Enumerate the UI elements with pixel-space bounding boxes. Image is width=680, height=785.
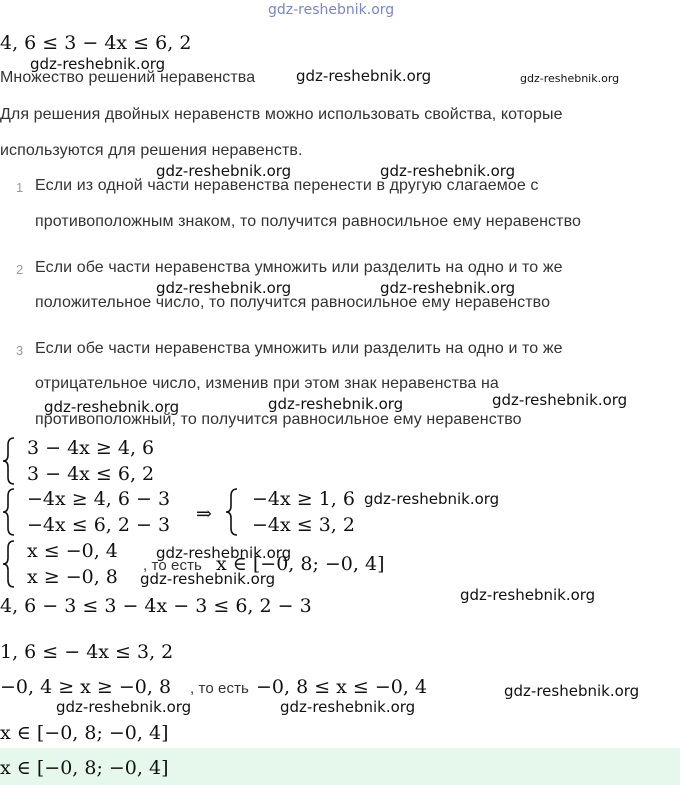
property-2-line-2: положительное число, то получится равносильное ему неравенство [35,294,551,311]
watermark: gdz-reshebnik.org [268,395,404,413]
system-brace-1 [1,436,17,486]
intro-line-1: Для решения двойных неравенств можно использовать свойства, которые [0,106,563,123]
watermark: gdz-reshebnik.org [296,67,432,85]
that-is-label: , то есть [143,557,202,574]
answer: x ∈ [−0, 8; −0, 4] [0,757,169,779]
watermark: gdz-reshebnik.org [504,682,640,700]
system-brace-2 [1,487,17,537]
property-1-line-2: противоположным знаком, то получится равносильное ему неравенство [35,213,582,230]
watermark: gdz-reshebnik.org [156,162,292,180]
step-3-right: −0, 8 ≤ x ≤ −0, 4 [256,676,428,698]
system-2-right-line-1: −4x ≥ 1, 6 [252,488,355,510]
system-1-line-1: 3 − 4x ≥ 4, 6 [27,437,155,459]
implies-arrow: ⇒ [196,503,212,525]
given-inequality: 4, 6 ≤ 3 − 4x ≤ 6, 2 [0,32,192,54]
watermark: gdz-reshebnik.org [492,391,628,409]
watermark: gdz-reshebnik.org [280,698,416,716]
property-2-line-1: Если обе части неравенства умножить или разделить на одно и то же [35,259,563,276]
watermark: gdz-reshebnik.org [460,586,596,604]
list-number-3: 3 [16,343,24,358]
watermark: gdz-reshebnik.org [56,698,192,716]
intro-line-2: используются для решения неравенств. [0,142,303,159]
watermark: gdz-reshebnik.org [30,55,166,73]
solution-set-label: Множество решений неравенства [0,69,256,86]
step-2: 1, 6 ≤ − 4x ≤ 3, 2 [0,641,174,663]
watermark: gdz-reshebnik.org [364,490,500,508]
property-3-line-3: противоположный, то получится равносильное ему неравенство [35,411,522,428]
watermark: gdz-reshebnik.org [156,544,292,562]
watermark: gdz-reshebnik.org [380,162,516,180]
interval-inline: x ∈ [−0, 8; −0, 4] [216,553,385,575]
list-number-1: 1 [16,180,24,195]
system-3-line-1: x ≤ −0, 4 [27,540,118,562]
system-3-line-2: x ≥ −0, 8 [27,566,118,588]
property-3-line-1: Если обе части неравенства умножить или разделить на одно и то же [35,340,563,357]
result: x ∈ [−0, 8; −0, 4] [0,722,169,744]
watermark-top: gdz-reshebnik.org [268,2,395,18]
system-2-right-line-2: −4x ≤ 3, 2 [252,514,355,536]
watermark: gdz-reshebnik.org [520,72,620,85]
system-2-left-line-2: −4x ≤ 6, 2 − 3 [27,514,171,536]
list-number-2: 2 [16,262,24,277]
property-3-line-2: отрицательное число, изменив при этом знак неравенства на [35,375,499,392]
step-1: 4, 6 − 3 ≤ 3 − 4x − 3 ≤ 6, 2 − 3 [0,595,312,617]
that-is-label-2: , то есть [190,680,249,697]
system-2-left-line-1: −4x ≥ 4, 6 − 3 [27,488,171,510]
system-brace-4 [1,539,17,589]
watermark: gdz-reshebnik.org [380,279,516,297]
step-3-left: −0, 4 ≥ x ≥ −0, 8 [0,676,172,698]
watermark: gdz-reshebnik.org [156,279,292,297]
system-1-line-2: 3 − 4x ≤ 6, 2 [27,463,155,485]
property-1-line-1: Если из одной части неравенства перенести в другую слагаемое с [35,177,539,194]
watermark: gdz-reshebnik.org [44,398,180,416]
watermark: gdz-reshebnik.org [140,570,276,588]
system-brace-3 [224,487,240,537]
